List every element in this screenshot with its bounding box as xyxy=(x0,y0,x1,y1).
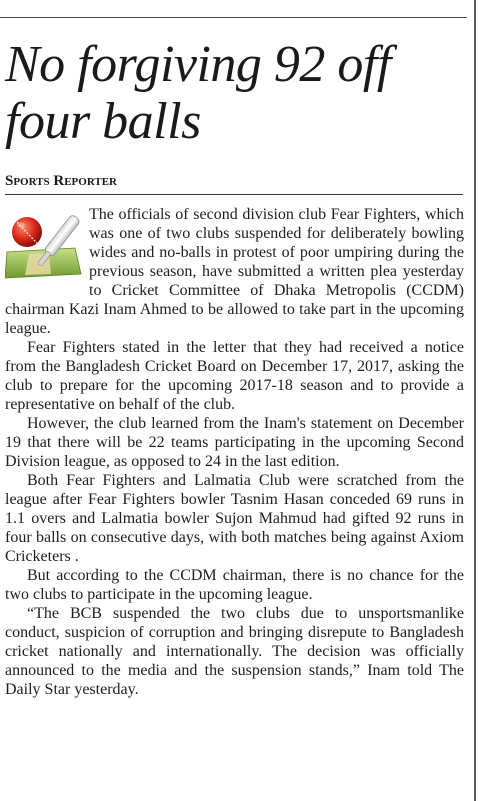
article-paragraph: But according to the CCDM chairman, there is no chance for the two clubs to participate in the upcoming league. xyxy=(5,567,464,603)
article-paragraph: However, the club learned from the Inam's statement on December 19 that there will be 22 teams participating in the upcoming Second Division league, as opposed to 24 in the last edition. xyxy=(5,415,464,470)
top-rule xyxy=(0,17,467,18)
byline: Sports Reporter xyxy=(5,173,117,189)
column-divider xyxy=(474,0,476,801)
article-paragraph: “The BCB suspended the two clubs due to unsportsmanlike conduct, suspicion of corruption and bringing disrepute to Bangladesh cricket nationally and internationally. The decision was officially announced to the media and the suspension stands,” Inam told The Daily Star yesterday. xyxy=(5,605,464,698)
article-paragraph: Both Fear Fighters and Lalmatia Club were scratched from the league after Fear Fighters bowler Tasnim Hasan conceded 69 runs in 1.1 overs and Lalmatia bowler Sujon Mahmud had gifted 92 runs in four balls on consecutive days, with both matches being against Axiom Cricketers . xyxy=(5,472,464,565)
article-paragraph: The officials of second division club Fear Fighters, which was one of two clubs suspended for deliberately bowling wides and no-balls in protest of poor umpiring during the previous season, have submitted a written plea yesterday to Cricket Committee of Dhaka Metropolis (CCDM) chairman Kazi Inam Ahmed to be allowed to take part in the upcoming league. xyxy=(5,206,464,337)
headline: No forgiving 92 off four balls xyxy=(5,36,391,150)
byline-rule xyxy=(5,194,463,195)
article-body xyxy=(5,205,464,699)
cricket-ball-and-bat-icon xyxy=(5,208,83,282)
article-paragraph: Fear Fighters stated in the letter that they had received a notice from the Bangladesh Cricket Board on December 17, 2017, asking the club to prepare for the upcoming 2017-18 season and to provide a representative on behalf of the club. xyxy=(5,339,464,413)
